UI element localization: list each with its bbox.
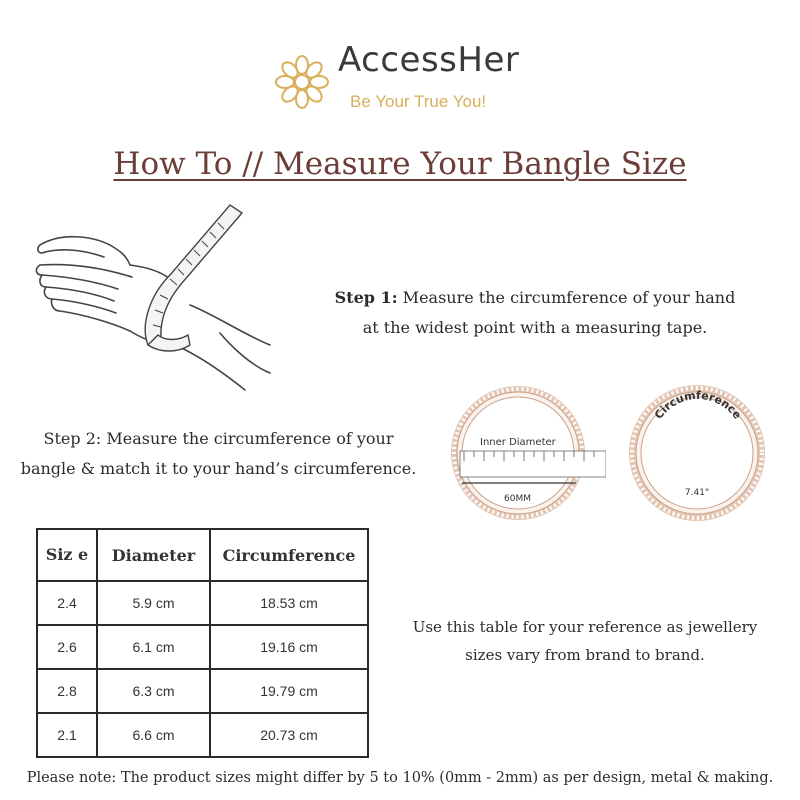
hand-measuring-illustration	[20, 195, 310, 415]
table-cell: 5.9 cm	[97, 581, 210, 625]
table-cell: 2.1	[37, 713, 97, 757]
table-reference-note	[400, 613, 770, 669]
circumference-value: 7.41"	[684, 488, 710, 498]
inner-diameter-label: Inner Diameter	[480, 437, 556, 448]
flower-logo-icon	[274, 54, 330, 110]
ring-inner-diameter-illustration	[446, 383, 606, 523]
table-cell: 6.1 cm	[97, 625, 210, 669]
table-cell: 6.6 cm	[97, 713, 210, 757]
table-row	[37, 713, 368, 757]
table-header-cell: Diameter	[97, 529, 210, 581]
page-title: How To // Measure Your Bangle Size	[113, 146, 687, 182]
step-1-line-2: at the widest point with a measuring tape.	[362, 318, 708, 337]
table-header-cell: Siz e	[37, 529, 97, 581]
table-header-row	[37, 529, 368, 581]
size-table	[36, 528, 369, 758]
table-note-line-1: Use this table for your reference as jewellery	[412, 618, 758, 636]
brand-tagline: Be Your True You!	[350, 92, 487, 111]
table-cell: 20.73 cm	[210, 713, 368, 757]
brand-name: AccessHer	[338, 40, 520, 80]
step-2-line-1: Step 2: Measure the circumference of your	[43, 429, 394, 448]
table-note-line-2: sizes vary from brand to brand.	[465, 646, 705, 664]
circumference-label: Circumference	[651, 388, 745, 422]
table-cell: 2.6	[37, 625, 97, 669]
table-header-cell: Circumference	[210, 529, 368, 581]
step-1-line-1: Measure the circumference of your hand	[397, 288, 736, 307]
step-2-text	[6, 424, 431, 484]
table-cell: 19.79 cm	[210, 669, 368, 713]
table-row	[37, 669, 368, 713]
table-cell: 19.16 cm	[210, 625, 368, 669]
table-cell: 2.8	[37, 669, 97, 713]
inner-diameter-value: 60MM	[504, 494, 531, 504]
table-cell: 2.4	[37, 581, 97, 625]
step-1-text	[320, 283, 750, 343]
step-2-line-2: bangle & match it to your hand’s circumference.	[20, 459, 417, 478]
step-1-label: Step 1:	[334, 288, 398, 307]
table-cell: 6.3 cm	[97, 669, 210, 713]
table-row	[37, 625, 368, 669]
footer-disclaimer: Please note: The product sizes might differ by 5 to 10% (0mm - 2mm) as per design, metal & making.	[26, 770, 774, 786]
ring-circumference-illustration	[625, 382, 770, 524]
table-row	[37, 581, 368, 625]
table-cell: 18.53 cm	[210, 581, 368, 625]
